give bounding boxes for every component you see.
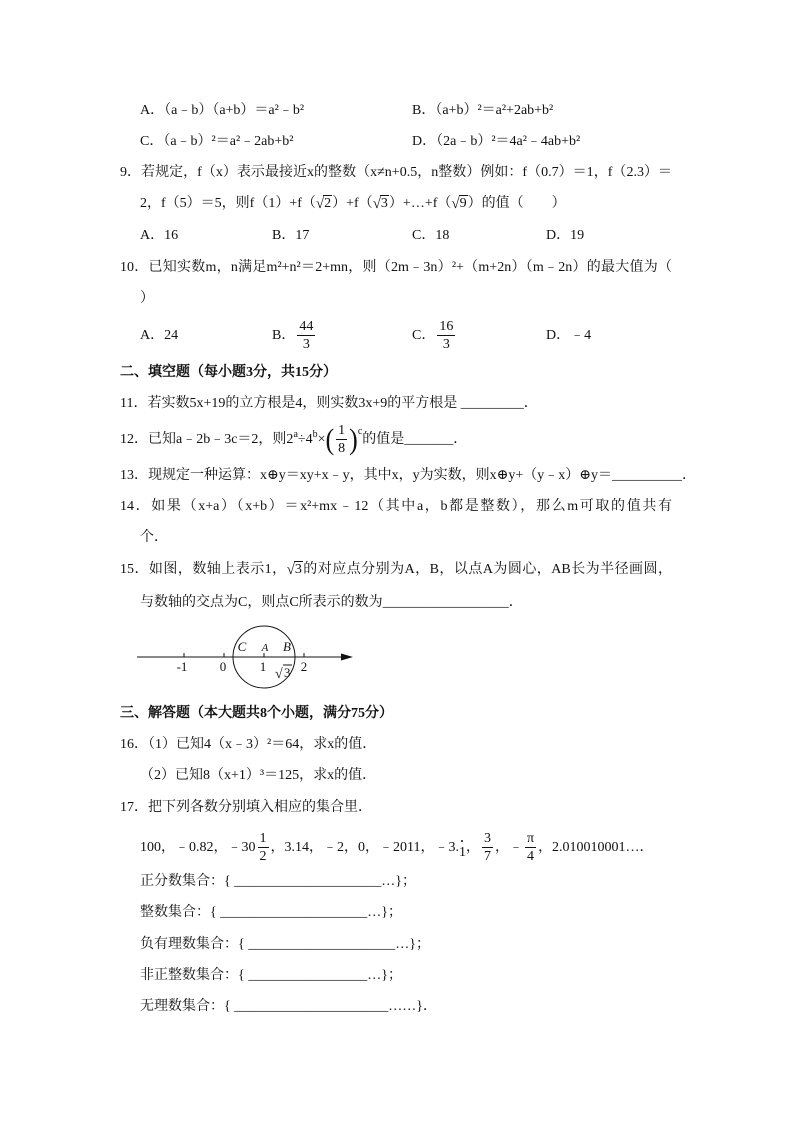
denominator: 3: [442, 337, 450, 352]
radical-sign: √: [275, 667, 283, 682]
radical-sign: √: [451, 196, 460, 212]
denominator: 8: [338, 441, 346, 456]
set-label: 正分数集合：{: [140, 874, 235, 889]
radicand: 2: [324, 196, 332, 211]
q9-stem-line2: [140, 195, 566, 213]
set-negative-rationals: [140, 936, 430, 954]
q9-text-part: 2，f（5）＝5，则f（1）+f（: [140, 196, 316, 211]
point-label-a: A: [261, 642, 269, 654]
q15-line2: [140, 594, 523, 612]
numerator: 1: [338, 423, 346, 438]
fraction: [437, 320, 455, 352]
numerator: 1: [259, 831, 267, 846]
sqrt-expression: [316, 195, 332, 213]
axis-arrow-icon: [341, 654, 353, 661]
q17-number-list: [140, 832, 654, 864]
q9-option-a: A．16: [140, 228, 179, 243]
q16-part2: （2）已知8（x+1）³＝125，求x的值．: [140, 768, 377, 783]
q17-stem: 17．把下列各数分别填入相应的集合里．: [120, 800, 372, 815]
answer-blank: _______: [404, 432, 454, 448]
q10-option-c: [412, 320, 457, 352]
set-integers: [140, 904, 402, 922]
radicand: 3: [284, 665, 291, 680]
option-label: A．24: [140, 328, 179, 344]
tick-label: 2: [300, 659, 308, 674]
q14-line2: 个．: [140, 530, 168, 545]
tick-label: 1: [259, 659, 267, 674]
answer-blank: _________: [460, 396, 524, 411]
q9-stem-line1: 9．若规定，f（x）表示最接近x的整数（x≠n+0.5，n整数）例如：f（0.7）＝1，f（2.3）＝: [120, 165, 672, 180]
denominator: 3: [302, 337, 310, 352]
section-2-heading: 二、填空题（每小题3分，共15分）: [120, 365, 337, 380]
point-label-c: C: [237, 639, 247, 654]
q11: [120, 395, 538, 413]
number-list-text: ，﹣: [494, 840, 523, 856]
tick-label: -1: [176, 659, 188, 674]
set-non-positive-integers: [140, 967, 402, 985]
q15-text: 与数轴的交点为C，则点C所表示的数为: [140, 595, 383, 610]
q15-text: 15．如图，数轴上表示1，: [120, 562, 287, 577]
set-label: 非正整数集合：{: [140, 968, 249, 983]
set-label: 负有理数集合：{: [140, 937, 249, 952]
q12-text: ×: [317, 432, 326, 448]
q14-line1: 14．如果（x+a）（x+b）＝x²+mx﹣12（其中a，b都是整数），那么m可取的值共有: [120, 499, 672, 514]
number-list-text: ，: [465, 840, 480, 856]
q9-option-c: C．18: [412, 228, 450, 243]
set-positive-fractions: [140, 873, 416, 891]
answer-blank: __________________: [382, 595, 509, 610]
q10-stem-line2: ）: [140, 291, 154, 306]
denominator: 4: [527, 849, 535, 864]
sqrt-expression: [373, 195, 389, 213]
q13-end: ．: [681, 468, 696, 483]
numerator: π: [526, 831, 535, 846]
q8-option-d: D．（2a﹣b）²＝4a²﹣4ab+b²: [412, 134, 581, 149]
tick-label: 0: [219, 659, 227, 674]
set-end: ……}．: [388, 999, 437, 1014]
option-label: D．﹣4: [546, 328, 592, 344]
q10-option-d: [546, 320, 591, 352]
q15-line1: [120, 561, 672, 579]
number-line-figure: [128, 617, 368, 697]
set-label: 整数集合：{: [140, 905, 221, 920]
radicand: 3: [380, 196, 388, 211]
exponent: a: [293, 429, 298, 441]
q9-text-part: ）+f（: [332, 196, 373, 211]
radical-sign: √: [315, 196, 325, 212]
answer-blank: _____________________: [220, 905, 368, 920]
denominator: 7: [483, 849, 491, 864]
q9-option-d: D．19: [546, 228, 585, 243]
fraction: [297, 320, 315, 352]
point-label-b: B: [283, 639, 291, 654]
q16-part1: 16．（1）已知4（x﹣3）²＝64，求x的值．: [120, 737, 377, 752]
answer-blank: _____________________: [234, 874, 382, 889]
q10-option-a: [140, 320, 178, 352]
q10-stem-line1: 10．已知实数m，n满足m²+n²＝2+mn，则（2m﹣3n）²+（m+2n）（m﹣2n）的最大值为（: [120, 260, 672, 275]
set-end: …}；: [367, 905, 402, 920]
radicand: 9: [459, 196, 467, 211]
answer-blank: _____________________: [248, 937, 396, 952]
q12-text: ÷4: [297, 432, 313, 448]
q15-text: 的对应点分别为A，B，以点A为圆心，AB长为半径画圆，: [302, 562, 672, 577]
option-label: C．: [412, 328, 436, 344]
q13: [120, 467, 696, 485]
answer-blank: ______________________: [234, 999, 389, 1014]
set-end: …}；: [367, 968, 402, 983]
fraction: [482, 832, 493, 864]
q11-end: ．: [523, 396, 538, 411]
fraction: [525, 832, 536, 864]
fraction: [258, 832, 269, 864]
q9-option-b: B．17: [272, 228, 310, 243]
numerator: 44: [299, 319, 314, 334]
set-end: …}；: [381, 874, 416, 889]
fraction: [336, 424, 347, 456]
exponent: c: [357, 426, 363, 438]
sqrt-expression: [451, 195, 467, 213]
exponent: b: [312, 429, 318, 441]
numerator: 3: [483, 831, 491, 846]
sqrt-expression: [287, 561, 303, 579]
q12-text: 12．已知a﹣2b﹣3c＝2，则2: [120, 432, 294, 448]
number-list-text: ，2.010010001…．: [538, 840, 654, 856]
q12-end: ．: [453, 432, 468, 448]
q10-option-b: [272, 320, 317, 352]
right-paren: ): [349, 422, 358, 457]
q9-text-part: ）的值（ ）: [467, 196, 566, 211]
number-list-text: ，3.14，﹣2，0，﹣2011，﹣3.: [270, 840, 459, 856]
radicand: 3: [294, 562, 302, 577]
repeating-digit: 1: [458, 845, 466, 861]
number-list-text: 100，﹣0.82，﹣30: [140, 840, 256, 856]
answer-blank: __________: [611, 468, 682, 483]
numerator: 16: [439, 319, 454, 334]
q15-end: ．: [508, 595, 523, 610]
q12: [120, 424, 467, 456]
set-label: 无理数集合：{: [140, 999, 235, 1014]
q8-option-a: A．（a﹣b）（a+b）＝a²﹣b²: [140, 103, 305, 118]
left-paren: (: [325, 422, 335, 457]
q13-text: 13．现规定一种运算：x⊕y＝xy+x﹣y，其中x，y为实数，则x⊕y+（y﹣x）⊕y＝: [120, 468, 612, 483]
option-label: B．: [272, 328, 296, 344]
q12-text: 的值是: [362, 432, 405, 448]
q11-text: 11．若实数5x+19的立方根是4，则实数3x+9的平方根是: [120, 396, 461, 411]
denominator: 2: [259, 849, 267, 864]
q9-text-part: ）+…+f（: [388, 196, 452, 211]
set-end: …}；: [395, 937, 430, 952]
section-3-heading: 三、解答题（本大题共8个小题，满分75分）: [120, 706, 393, 721]
radical-sign: √: [372, 196, 381, 212]
q8-option-b: B．（a+b）²＝a²+2ab+b²: [412, 103, 554, 118]
set-irrationals: [140, 998, 437, 1016]
q8-option-c: C．（a﹣b）²＝a²﹣2ab+b²: [140, 134, 294, 149]
answer-blank: _________________: [248, 968, 368, 983]
radical-sign: √: [286, 562, 295, 578]
